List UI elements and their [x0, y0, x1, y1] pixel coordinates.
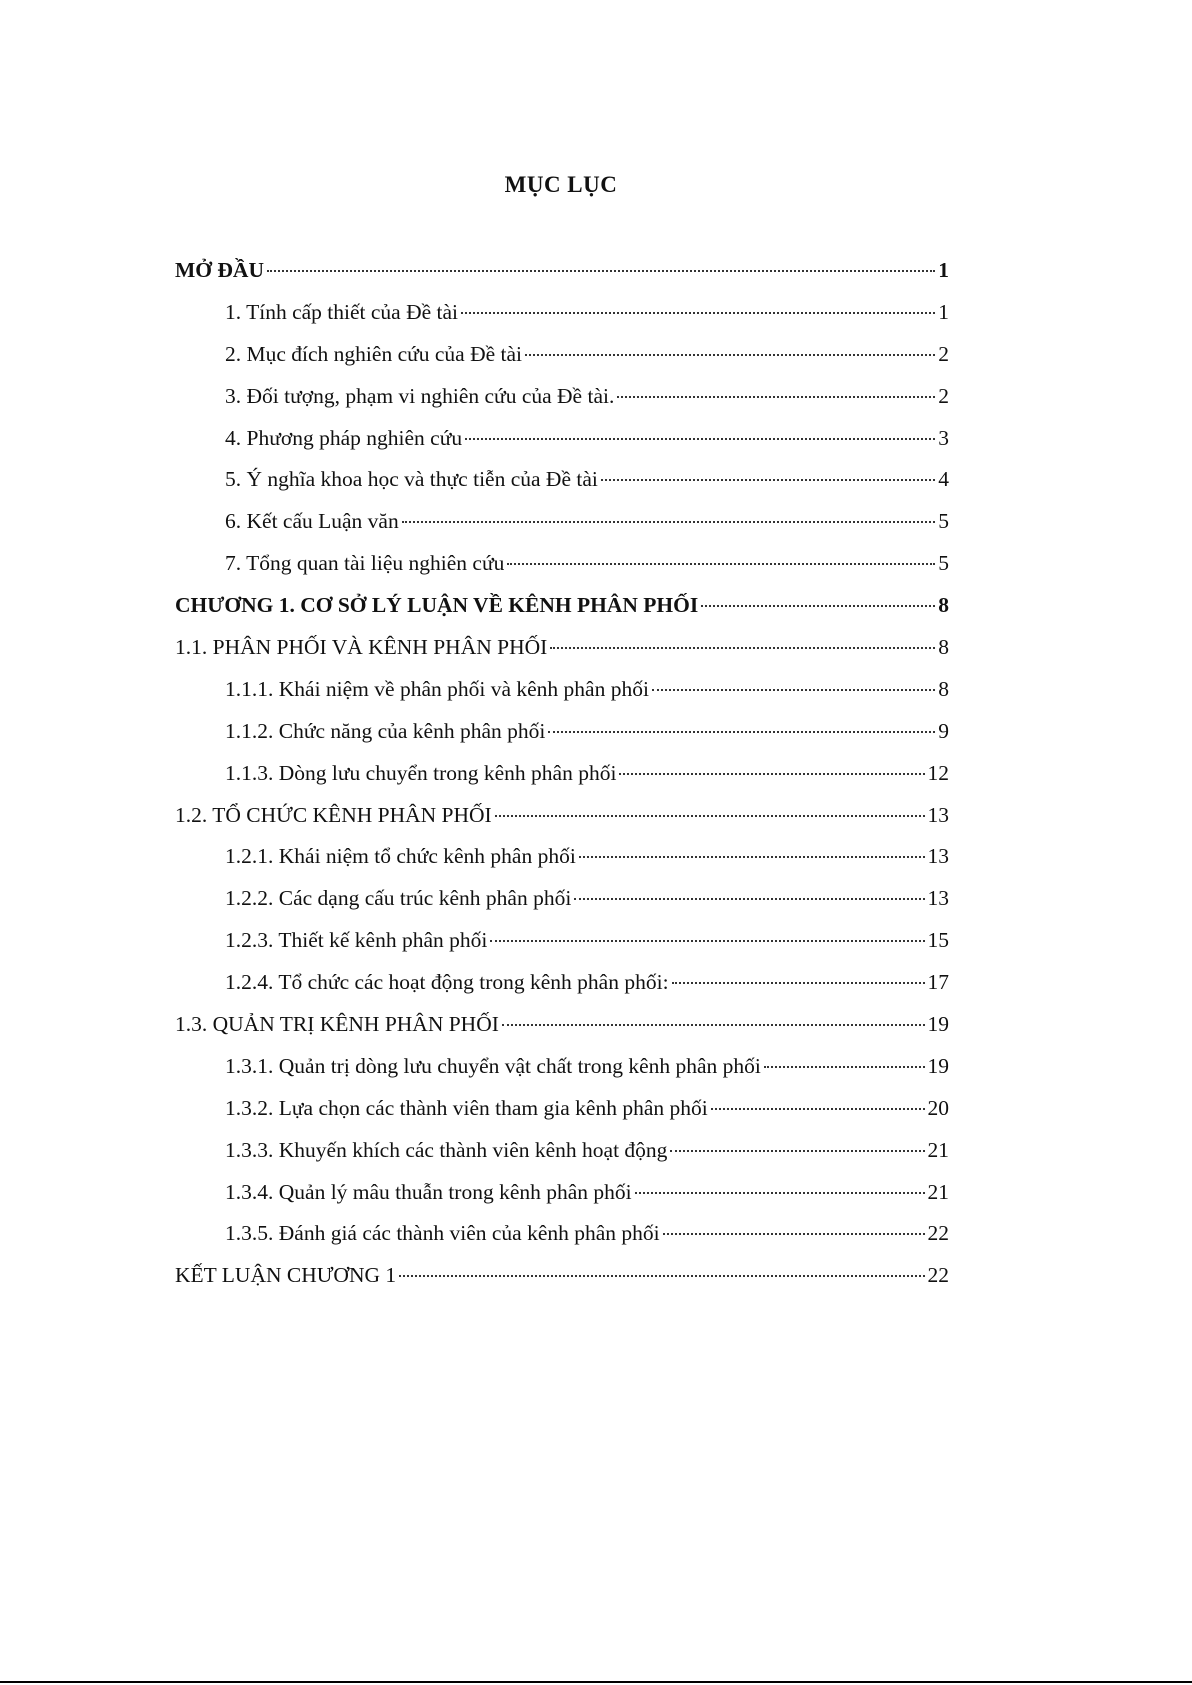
toc-entry-label: 1.3. QUẢN TRỊ KÊNH PHÂN PHỐI — [175, 1012, 499, 1037]
toc-entry[interactable] — [175, 384, 949, 426]
toc-entry-label: 6. Kết cấu Luận văn — [225, 509, 399, 534]
toc-entry[interactable] — [175, 719, 949, 761]
toc-page-number: 2 — [938, 341, 949, 366]
toc-dot-leader — [490, 940, 924, 942]
toc-page-number: 13 — [927, 886, 949, 911]
toc-dot-leader — [574, 898, 924, 900]
toc-page-number: 17 — [927, 970, 949, 995]
toc-dot-leader — [652, 689, 935, 691]
toc-entry[interactable] — [175, 1221, 949, 1263]
toc-page-number: 21 — [927, 1179, 949, 1204]
toc-page-number: 3 — [938, 425, 949, 450]
toc-page-number: 21 — [927, 1137, 949, 1162]
toc-entry[interactable] — [175, 300, 949, 342]
toc-entry-label: 1.1. PHÂN PHỐI VÀ KÊNH PHÂN PHỐI — [175, 635, 548, 660]
toc-entry[interactable] — [175, 886, 949, 928]
toc-dot-leader — [550, 647, 935, 649]
toc-dot-leader — [711, 1108, 925, 1110]
toc-dot-leader — [601, 479, 935, 481]
toc-entry[interactable] — [175, 1054, 949, 1096]
toc-entry-label: 1.3.1. Quản trị dòng lưu chuyển vật chất trong kênh phân phối — [225, 1053, 761, 1078]
toc-entry-label: 2. Mục đích nghiên cứu của Đề tài — [225, 341, 523, 366]
toc-dot-leader — [507, 563, 935, 565]
toc-page-number: 9 — [938, 718, 949, 743]
toc-entry[interactable] — [175, 928, 949, 970]
toc-dot-leader — [663, 1233, 925, 1235]
toc-page-number: 1 — [938, 299, 949, 324]
toc-entry[interactable] — [175, 467, 949, 509]
toc-entry-label: 1.2. TỔ CHỨC KÊNH PHÂN PHỐI — [175, 802, 492, 827]
toc-entry-label: 1.3.2. Lựa chọn các thành viên tham gia kênh phân phối — [225, 1095, 708, 1120]
toc-entry-label: 4. Phương pháp nghiên cứu — [225, 425, 463, 450]
toc-dot-leader — [502, 1024, 925, 1026]
toc-entry[interactable] — [175, 635, 949, 677]
toc-dot-leader — [461, 312, 935, 314]
toc-entry-label: 1.1.1. Khái niệm về phân phối và kênh phân phối — [225, 676, 649, 701]
toc-page-number: 19 — [927, 1012, 949, 1037]
toc-dot-leader — [619, 773, 924, 775]
toc-dot-leader — [579, 856, 925, 858]
toc-entry[interactable] — [175, 1138, 949, 1180]
toc-entry-label: 5. Ý nghĩa khoa học và thực tiễn của Đề tài — [225, 467, 598, 492]
toc-dot-leader — [548, 731, 935, 733]
toc-dot-leader — [399, 1275, 924, 1277]
toc-entry[interactable] — [175, 1263, 949, 1305]
toc-entry-label: 1.1.3. Dòng lưu chuyển trong kênh phân phối — [225, 760, 617, 785]
bottom-border-line — [0, 1681, 1192, 1683]
toc-entry-label: 7. Tổng quan tài liệu nghiên cứu — [225, 551, 505, 576]
toc-entry-label: 1.2.3. Thiết kế kênh phân phối — [225, 928, 488, 953]
toc-entry-label: 1.2.2. Các dạng cấu trúc kênh phân phối — [225, 886, 572, 911]
toc-entry-label: 1.3.5. Đánh giá các thành viên của kênh phân phối — [225, 1221, 660, 1246]
table-of-contents — [175, 258, 949, 1305]
toc-page-number: 15 — [927, 928, 949, 953]
toc-entry[interactable] — [175, 342, 949, 384]
toc-entry[interactable] — [175, 803, 949, 845]
toc-page-number: 13 — [927, 802, 949, 827]
toc-dot-leader — [670, 1150, 924, 1152]
toc-dot-leader — [635, 1192, 925, 1194]
toc-entry[interactable] — [175, 1180, 949, 1222]
toc-entry-label: KẾT LUẬN CHƯƠNG 1 — [175, 1263, 397, 1288]
toc-page-number: 8 — [938, 676, 949, 701]
toc-page-number: 5 — [938, 509, 949, 534]
toc-dot-leader — [672, 982, 925, 984]
toc-entry[interactable] — [175, 551, 949, 593]
toc-page-number: 5 — [938, 551, 949, 576]
toc-dot-leader — [402, 521, 936, 523]
toc-page-number: 1 — [938, 258, 949, 282]
toc-entry-label: 1.3.4. Quản lý mâu thuẫn trong kênh phân phối — [225, 1179, 632, 1204]
toc-page-number: 2 — [938, 383, 949, 408]
toc-page-number: 19 — [927, 1053, 949, 1078]
toc-dot-leader — [764, 1066, 925, 1068]
toc-entry[interactable] — [175, 844, 949, 886]
toc-entry[interactable] — [175, 1012, 949, 1054]
page-title: MỤC LỤC — [504, 172, 618, 197]
toc-entry-label: 1. Tính cấp thiết của Đề tài — [225, 299, 459, 324]
toc-entry[interactable] — [175, 593, 949, 635]
toc-entry-label: 3. Đối tượng, phạm vi nghiên cứu của Đề tài. — [225, 383, 615, 408]
toc-entry-label: MỞ ĐẦU — [175, 258, 264, 282]
toc-page-number: 22 — [927, 1221, 949, 1246]
toc-dot-leader — [495, 815, 925, 817]
toc-entry-label: 1.2.4. Tổ chức các hoạt động trong kênh phân phối: — [225, 970, 669, 995]
toc-page-number: 20 — [927, 1095, 949, 1120]
toc-entry[interactable] — [175, 970, 949, 1012]
toc-entry-label: 1.3.3. Khuyến khích các thành viên kênh hoạt động — [225, 1137, 668, 1162]
toc-entry-label: CHƯƠNG 1. CƠ SỞ LÝ LUẬN VỀ KÊNH PHÂN PHỐI — [175, 593, 699, 618]
toc-dot-leader — [701, 605, 935, 607]
toc-entry-label: 1.2.1. Khái niệm tổ chức kênh phân phối — [225, 844, 576, 869]
toc-entry-label: 1.1.2. Chức năng của kênh phân phối — [225, 718, 546, 743]
toc-entry[interactable] — [175, 509, 949, 551]
toc-page-number: 4 — [938, 467, 949, 492]
toc-entry[interactable] — [175, 677, 949, 719]
toc-page-number: 12 — [927, 760, 949, 785]
toc-dot-leader — [617, 396, 935, 398]
toc-dot-leader — [465, 438, 935, 440]
toc-entry[interactable] — [175, 1096, 949, 1138]
toc-entry[interactable] — [175, 258, 949, 300]
toc-page-number: 13 — [927, 844, 949, 869]
toc-dot-leader — [267, 270, 935, 272]
toc-entry[interactable] — [175, 426, 949, 468]
toc-entry[interactable] — [175, 761, 949, 803]
toc-page-number: 22 — [927, 1263, 949, 1288]
toc-page-number: 8 — [938, 635, 949, 660]
toc-dot-leader — [525, 354, 935, 356]
toc-page-number: 8 — [938, 593, 949, 618]
